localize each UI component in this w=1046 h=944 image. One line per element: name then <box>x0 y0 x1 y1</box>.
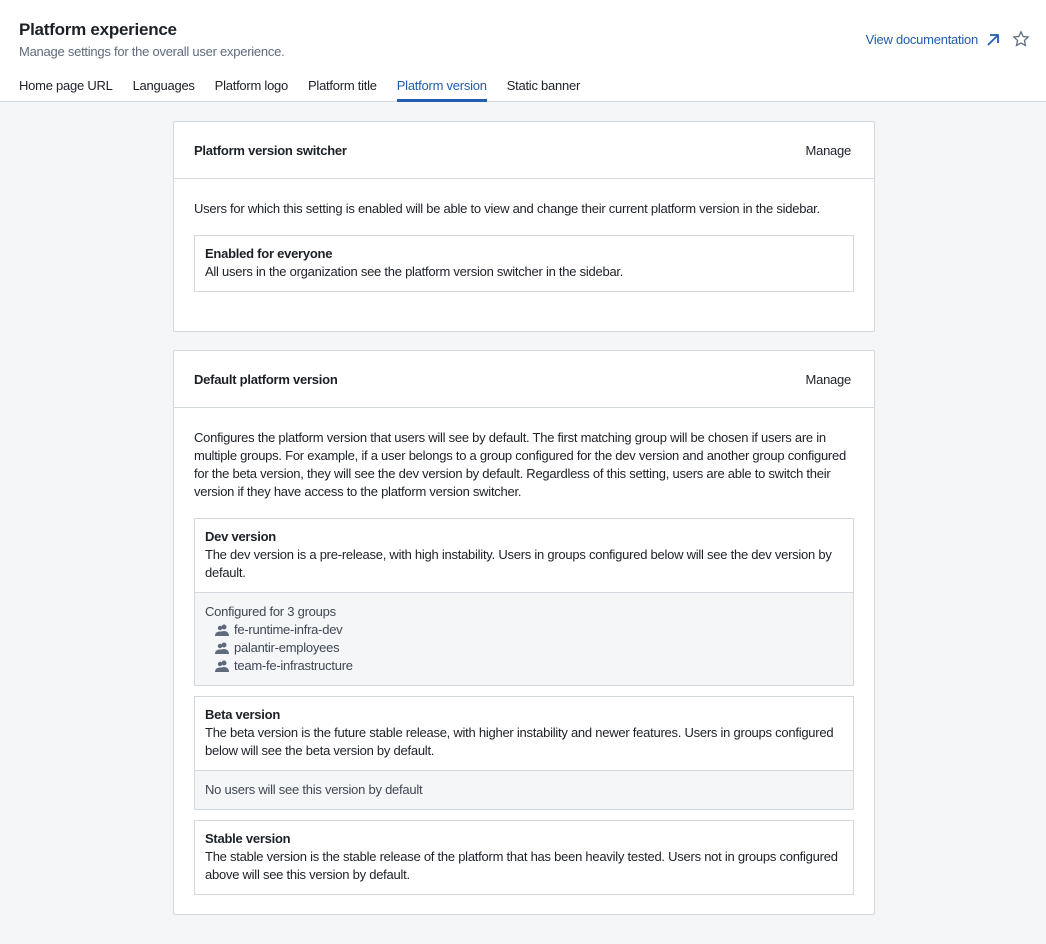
beta-version-desc: The beta version is the future stable release, with higher instability and newer features. Users in groups configured below will see the beta version by default. <box>205 725 834 758</box>
dev-version-box <box>194 518 854 686</box>
switcher-description: Users for which this setting is enabled will be able to view and change their current platform version in the sidebar. <box>194 201 820 216</box>
tab-languages[interactable]: Languages <box>132 78 195 93</box>
switcher-status-desc: All users in the organization see the platform version switcher in the sidebar. <box>205 264 624 279</box>
beta-version-box <box>194 696 854 810</box>
page-title: Platform experience <box>19 20 177 39</box>
group-item <box>205 621 843 639</box>
stable-version-box <box>194 820 854 895</box>
default-version-card <box>173 350 875 915</box>
dev-version-title: Dev version <box>205 529 276 544</box>
group-name: palantir-employees <box>234 640 340 655</box>
people-icon <box>215 642 229 654</box>
switcher-manage-button[interactable]: Manage <box>805 142 851 158</box>
people-icon <box>215 624 229 636</box>
group-name: team-fe-infrastructure <box>234 658 353 673</box>
dev-config-summary: Configured for 3 groups <box>205 604 336 619</box>
switcher-card <box>173 121 875 332</box>
tab-platform-version[interactable]: Platform version <box>397 78 487 102</box>
default-version-manage-button[interactable]: Manage <box>805 371 851 387</box>
dev-version-desc: The dev version is a pre-release, with high instability. Users in groups configured below will see the dev version by default. <box>205 547 832 580</box>
tab-bar <box>19 78 580 102</box>
tab-home-page-url[interactable]: Home page URL <box>19 78 113 93</box>
view-documentation-link[interactable] <box>866 32 1000 47</box>
group-item <box>205 657 843 675</box>
switcher-title: Platform version switcher <box>194 142 347 158</box>
tab-platform-title[interactable]: Platform title <box>308 78 377 93</box>
stable-version-title: Stable version <box>205 831 291 846</box>
page-subtitle: Manage settings for the overall user experience. <box>19 44 285 59</box>
people-icon <box>215 660 229 672</box>
beta-version-title: Beta version <box>205 707 281 722</box>
switcher-status-box <box>194 235 854 292</box>
star-icon[interactable] <box>1012 30 1030 48</box>
group-name: fe-runtime-infra-dev <box>234 622 343 637</box>
view-documentation-label: View documentation <box>865 32 978 47</box>
default-version-description: Configures the platform version that users will see by default. The first matching group will be chosen if users are in multiple groups. For example, if a user belongs to a group configured for the dev version and another group configured for the beta version, they will see the dev version by default. Regardless of this setting, users are able to switch their version if they have access to the platform version switcher. <box>194 430 846 499</box>
beta-config-summary: No users will see this version by default <box>195 770 853 809</box>
arrow-top-right-icon <box>986 33 1000 47</box>
tab-static-banner[interactable]: Static banner <box>506 78 581 93</box>
switcher-status-title: Enabled for everyone <box>205 246 333 261</box>
group-item <box>205 639 843 657</box>
tab-platform-logo[interactable]: Platform logo <box>214 78 289 93</box>
page-header <box>0 0 1046 102</box>
stable-version-desc: The stable version is the stable release of the platform that has been heavily tested. Users not in groups configured above will see this version by default. <box>205 849 838 882</box>
default-version-title: Default platform version <box>194 371 338 387</box>
